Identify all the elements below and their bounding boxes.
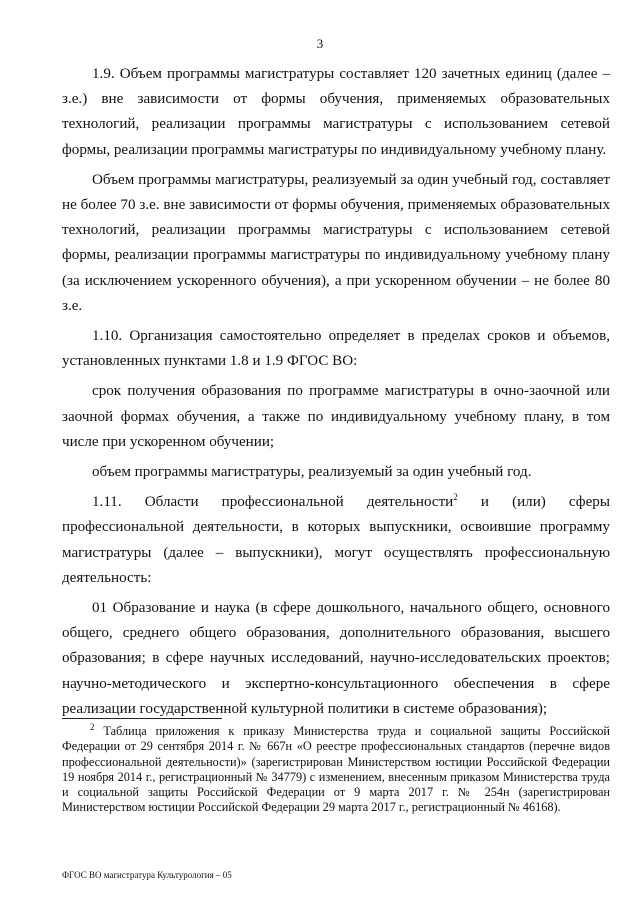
paragraph-1-11-end: и (или) сферы профессиональной деятельности, в которых выпускники, освоившие программу магистратуры (далее – выпускники), могут осуществлять профессиональную деятельность: bbox=[62, 494, 610, 586]
page-footer: ФГОС ВО магистратура Культурология – 05 bbox=[62, 870, 232, 880]
paragraph-1-11-start: 1.11. Области профессиональной деятельности bbox=[92, 494, 454, 511]
paragraph-annual-volume: Объем программы магистратуры, реализуемый за один учебный год, составляет не более 70 з.е. вне зависимости от формы обучения, применяемых образовательных технологий, реализации программы магистратуры с использованием сетевой формы, реализации программы магистратуры по индивидуальному учебному плану (за исключением ускоренного обучения), а при ускоренном обучении – не более 80 з.е. bbox=[62, 171, 610, 314]
paragraph-study-term: срок получения образования по программе магистратуры в очно-заочной или заочной формах обучения, а также по индивидуальному учебному плану, в том числе при ускоренном обучении; bbox=[62, 383, 610, 450]
footnote-text: Таблица приложения к приказу Министерства труда и социальной защиты Российской Федерации от 29 сентября 2014 г. № 667н «О реестре профессиональных стандартов (перечне видов профессиональной деятельности)» (зарегистрирован Министерством юстиции Российской Федерации 19 ноября 2014 г., регистрационный № 34779) с изменением, внесенным приказом Министерства труда и социальной защиты Российской Федерации от 9 марта 2017 г. № 254н (зарегистрирован Министерством юстиции Российской Федерации 29 марта 2017 г., регистрационный № 46168). bbox=[62, 724, 610, 815]
footnote-separator bbox=[62, 718, 222, 719]
paragraph-annual-volume-item: объем программы магистратуры, реализуемый за один учебный год. bbox=[92, 464, 532, 481]
paragraph-education-and-science: 01 Образование и наука (в сфере дошкольного, начального общего, основного общего, среднего общего образования, дополнительного образования, высшего образования; в сфере научных исследований, научно-исследовательских проектов; научно-методического и экспертно-консультационного обеспечения в сфере реализации государственной культурной политики в системе образования); bbox=[62, 600, 610, 717]
main-text bbox=[62, 62, 610, 727]
footnote-reference: 2 bbox=[453, 492, 458, 503]
page-number: 3 bbox=[316, 36, 324, 51]
paragraph-1-9: 1.9. Объем программы магистратуры составляет 120 зачетных единиц (далее – з.е.) вне зависимости от формы обучения, применяемых образовательных технологий, реализации программы магистратуры с использованием сетевой формы, реализации программы магистратуры по индивидуальному учебному плану. bbox=[62, 66, 610, 158]
footnote-marker: 2 bbox=[90, 721, 95, 732]
paragraph-1-10: 1.10. Организация самостоятельно определяет в пределах сроков и объемов, установленных пунктами 1.8 и 1.9 ФГОС ВО: bbox=[62, 328, 610, 370]
footnote bbox=[62, 721, 610, 816]
paragraph-1-11 bbox=[62, 490, 610, 591]
